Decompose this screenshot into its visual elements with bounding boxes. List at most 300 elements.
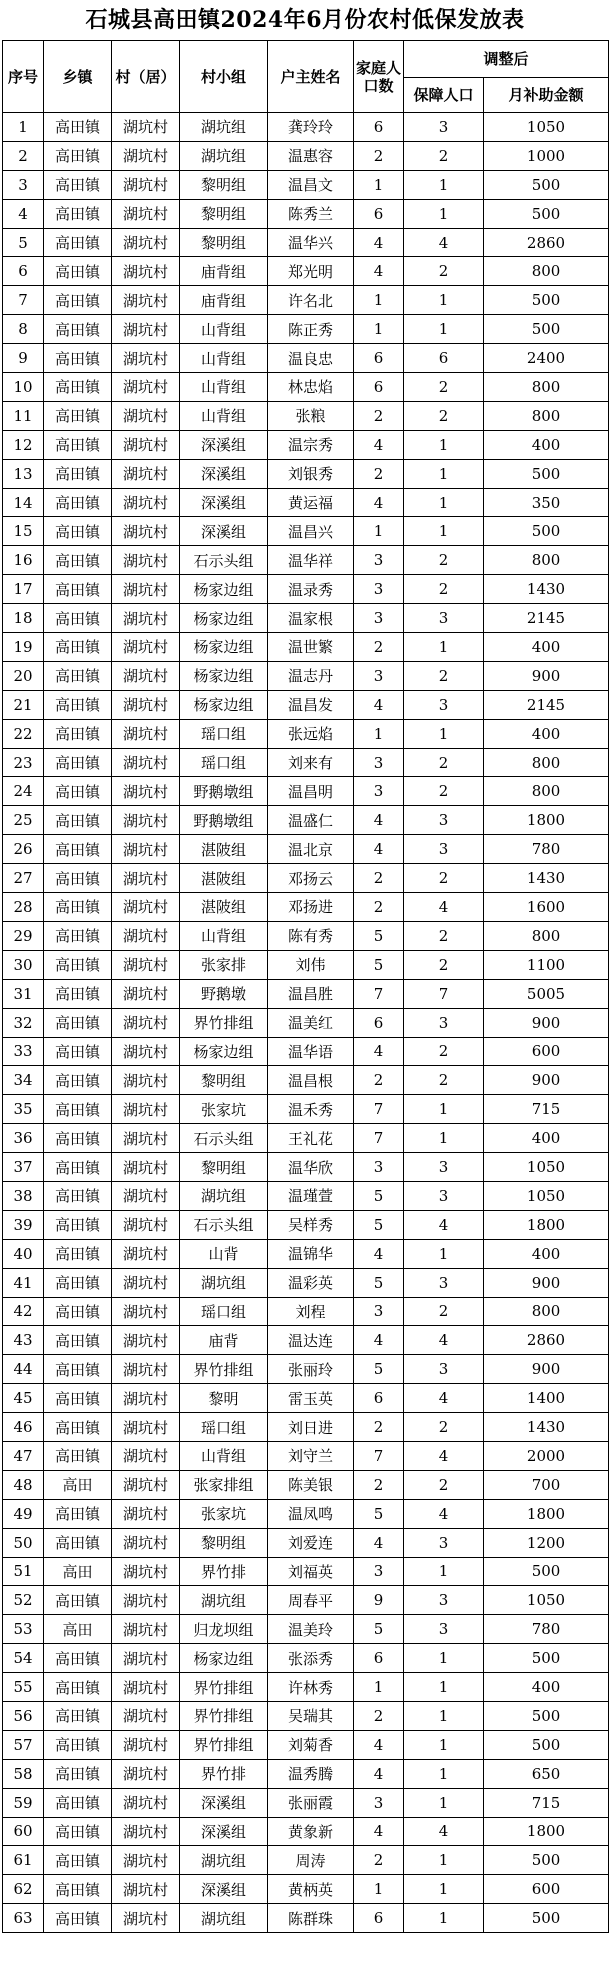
cell-village: 湖坑村 [112, 1326, 180, 1355]
table-row [3, 806, 609, 835]
cell-village: 湖坑村 [112, 315, 180, 344]
cell-town: 高田镇 [44, 257, 112, 286]
cell-seq: 39 [3, 1210, 44, 1239]
cell-guarantee-people: 1 [404, 1730, 484, 1759]
cell-family-size: 4 [354, 1037, 404, 1066]
cell-seq: 28 [3, 893, 44, 922]
cell-seq: 24 [3, 777, 44, 806]
cell-guarantee-people: 1 [404, 1095, 484, 1124]
cell-seq: 40 [3, 1239, 44, 1268]
cell-guarantee-people: 3 [404, 806, 484, 835]
cell-guarantee-people: 1 [404, 459, 484, 488]
cell-seq: 4 [3, 199, 44, 228]
cell-monthly-subsidy: 1050 [484, 113, 609, 142]
cell-seq: 30 [3, 950, 44, 979]
cell-seq: 49 [3, 1499, 44, 1528]
cell-family-size: 9 [354, 1586, 404, 1615]
cell-seq: 38 [3, 1181, 44, 1210]
cell-guarantee-people: 3 [404, 113, 484, 142]
cell-town: 高田镇 [44, 286, 112, 315]
table-row [3, 1788, 609, 1817]
table-row [3, 661, 609, 690]
cell-seq: 25 [3, 806, 44, 835]
cell-seq: 18 [3, 604, 44, 633]
cell-family-size: 4 [354, 690, 404, 719]
cell-town: 高田镇 [44, 719, 112, 748]
cell-family-size: 2 [354, 893, 404, 922]
cell-monthly-subsidy: 715 [484, 1788, 609, 1817]
cell-town: 高田镇 [44, 1384, 112, 1413]
cell-group: 界竹排组 [180, 1008, 268, 1037]
cell-group: 杨家边组 [180, 633, 268, 662]
cell-group: 黎明组 [180, 170, 268, 199]
cell-household-head: 温华祥 [268, 546, 354, 575]
cell-group: 黎明组 [180, 1153, 268, 1182]
table-row [3, 113, 609, 142]
cell-guarantee-people: 2 [404, 546, 484, 575]
cell-town: 高田镇 [44, 1904, 112, 1933]
cell-monthly-subsidy: 780 [484, 1615, 609, 1644]
cell-family-size: 6 [354, 373, 404, 402]
cell-group: 山背组 [180, 401, 268, 430]
cell-monthly-subsidy: 500 [484, 1701, 609, 1730]
cell-monthly-subsidy: 5005 [484, 979, 609, 1008]
cell-group: 张家坑 [180, 1499, 268, 1528]
cell-seq: 37 [3, 1153, 44, 1182]
cell-town: 高田镇 [44, 228, 112, 257]
table-row [3, 1644, 609, 1673]
cell-monthly-subsidy: 650 [484, 1759, 609, 1788]
cell-group: 黎明组 [180, 1066, 268, 1095]
cell-household-head: 温录秀 [268, 575, 354, 604]
cell-group: 山背组 [180, 315, 268, 344]
cell-monthly-subsidy: 800 [484, 748, 609, 777]
cell-town: 高田镇 [44, 1326, 112, 1355]
cell-household-head: 陈群珠 [268, 1904, 354, 1933]
cell-village: 湖坑村 [112, 1066, 180, 1095]
cell-household-head: 刘守兰 [268, 1441, 354, 1470]
cell-household-head: 温达连 [268, 1326, 354, 1355]
table-row [3, 1875, 609, 1904]
table-row [3, 719, 609, 748]
cell-town: 高田镇 [44, 1037, 112, 1066]
cell-family-size: 1 [354, 286, 404, 315]
cell-village: 湖坑村 [112, 893, 180, 922]
cell-household-head: 温美玲 [268, 1615, 354, 1644]
cell-guarantee-people: 2 [404, 864, 484, 893]
cell-village: 湖坑村 [112, 748, 180, 777]
cell-monthly-subsidy: 2400 [484, 344, 609, 373]
cell-household-head: 温华兴 [268, 228, 354, 257]
cell-household-head: 温家根 [268, 604, 354, 633]
cell-group: 黎明组 [180, 199, 268, 228]
cell-town: 高田镇 [44, 488, 112, 517]
cell-family-size: 3 [354, 1557, 404, 1586]
cell-village: 湖坑村 [112, 1008, 180, 1037]
cell-group: 湖坑组 [180, 1846, 268, 1875]
cell-village: 湖坑村 [112, 1239, 180, 1268]
cell-monthly-subsidy: 600 [484, 1875, 609, 1904]
cell-household-head: 温昌文 [268, 170, 354, 199]
cell-village: 湖坑村 [112, 141, 180, 170]
cell-village: 湖坑村 [112, 1268, 180, 1297]
cell-guarantee-people: 2 [404, 1470, 484, 1499]
cell-household-head: 邓扬进 [268, 893, 354, 922]
cell-guarantee-people: 1 [404, 1904, 484, 1933]
cell-monthly-subsidy: 500 [484, 1557, 609, 1586]
table-row [3, 199, 609, 228]
cell-village: 湖坑村 [112, 719, 180, 748]
cell-town: 高田镇 [44, 170, 112, 199]
cell-village: 湖坑村 [112, 199, 180, 228]
cell-group: 庙背 [180, 1326, 268, 1355]
table-header [3, 41, 609, 113]
table-row [3, 1210, 609, 1239]
cell-seq: 16 [3, 546, 44, 575]
cell-group: 山背 [180, 1239, 268, 1268]
cell-family-size: 4 [354, 488, 404, 517]
cell-family-size: 4 [354, 806, 404, 835]
cell-family-size: 7 [354, 1441, 404, 1470]
table-row [3, 604, 609, 633]
cell-monthly-subsidy: 1600 [484, 893, 609, 922]
cell-village: 湖坑村 [112, 661, 180, 690]
cell-family-size: 3 [354, 604, 404, 633]
cell-household-head: 温美红 [268, 1008, 354, 1037]
cell-town: 高田镇 [44, 1239, 112, 1268]
cell-guarantee-people: 4 [404, 1384, 484, 1413]
table-row [3, 1528, 609, 1557]
cell-monthly-subsidy: 1050 [484, 1586, 609, 1615]
cell-seq: 56 [3, 1701, 44, 1730]
cell-guarantee-people: 1 [404, 1701, 484, 1730]
cell-monthly-subsidy: 500 [484, 1730, 609, 1759]
cell-seq: 61 [3, 1846, 44, 1875]
table-row [3, 1615, 609, 1644]
cell-household-head: 温彩英 [268, 1268, 354, 1297]
cell-group: 石示头组 [180, 1210, 268, 1239]
cell-guarantee-people: 2 [404, 141, 484, 170]
cell-group: 庙背组 [180, 257, 268, 286]
cell-group: 深溪组 [180, 517, 268, 546]
cell-monthly-subsidy: 500 [484, 1904, 609, 1933]
cell-town: 高田镇 [44, 633, 112, 662]
cell-seq: 19 [3, 633, 44, 662]
cell-guarantee-people: 1 [404, 1788, 484, 1817]
cell-family-size: 7 [354, 979, 404, 1008]
cell-family-size: 5 [354, 950, 404, 979]
cell-town: 高田 [44, 1615, 112, 1644]
cell-guarantee-people: 1 [404, 286, 484, 315]
cell-family-size: 2 [354, 1701, 404, 1730]
table-row [3, 1326, 609, 1355]
table-row [3, 1759, 609, 1788]
cell-village: 湖坑村 [112, 170, 180, 199]
cell-village: 湖坑村 [112, 1355, 180, 1384]
cell-household-head: 张添秀 [268, 1644, 354, 1673]
cell-household-head: 温世繁 [268, 633, 354, 662]
cell-guarantee-people: 1 [404, 1239, 484, 1268]
cell-town: 高田 [44, 1557, 112, 1586]
table-row [3, 1153, 609, 1182]
cell-family-size: 6 [354, 1384, 404, 1413]
cell-monthly-subsidy: 500 [484, 1644, 609, 1673]
cell-household-head: 刘菊香 [268, 1730, 354, 1759]
cell-family-size: 6 [354, 1904, 404, 1933]
cell-town: 高田镇 [44, 1066, 112, 1095]
cell-monthly-subsidy: 400 [484, 1124, 609, 1153]
cell-seq: 52 [3, 1586, 44, 1615]
cell-guarantee-people: 2 [404, 1066, 484, 1095]
cell-village: 湖坑村 [112, 835, 180, 864]
cell-seq: 63 [3, 1904, 44, 1933]
subsidy-table [2, 40, 609, 1933]
cell-family-size: 6 [354, 344, 404, 373]
cell-town: 高田镇 [44, 1413, 112, 1442]
cell-seq: 2 [3, 141, 44, 170]
cell-group: 湖坑组 [180, 1904, 268, 1933]
cell-seq: 10 [3, 373, 44, 402]
cell-guarantee-people: 4 [404, 893, 484, 922]
table-row [3, 1297, 609, 1326]
cell-group: 深溪组 [180, 430, 268, 459]
cell-monthly-subsidy: 780 [484, 835, 609, 864]
cell-guarantee-people: 2 [404, 373, 484, 402]
cell-guarantee-people: 1 [404, 488, 484, 517]
cell-guarantee-people: 3 [404, 1008, 484, 1037]
cell-family-size: 2 [354, 1413, 404, 1442]
cell-monthly-subsidy: 1400 [484, 1384, 609, 1413]
cell-family-size: 4 [354, 1326, 404, 1355]
header-town: 乡镇 [44, 41, 112, 113]
cell-seq: 14 [3, 488, 44, 517]
cell-household-head: 刘伟 [268, 950, 354, 979]
cell-household-head: 邓扬云 [268, 864, 354, 893]
cell-monthly-subsidy: 350 [484, 488, 609, 517]
cell-group: 张家排 [180, 950, 268, 979]
cell-seq: 8 [3, 315, 44, 344]
cell-family-size: 7 [354, 1124, 404, 1153]
cell-town: 高田镇 [44, 459, 112, 488]
cell-seq: 59 [3, 1788, 44, 1817]
cell-guarantee-people: 3 [404, 1355, 484, 1384]
cell-guarantee-people: 3 [404, 604, 484, 633]
cell-village: 湖坑村 [112, 344, 180, 373]
cell-group: 瑶口组 [180, 748, 268, 777]
cell-monthly-subsidy: 1200 [484, 1528, 609, 1557]
table-row [3, 1355, 609, 1384]
table-row [3, 1181, 609, 1210]
cell-group: 湖坑组 [180, 1268, 268, 1297]
cell-family-size: 4 [354, 1730, 404, 1759]
cell-town: 高田镇 [44, 1730, 112, 1759]
cell-monthly-subsidy: 1050 [484, 1153, 609, 1182]
cell-family-size: 4 [354, 430, 404, 459]
cell-family-size: 3 [354, 777, 404, 806]
cell-monthly-subsidy: 1800 [484, 1817, 609, 1846]
header-adjusted: 调整后 [404, 41, 609, 78]
cell-monthly-subsidy: 800 [484, 921, 609, 950]
cell-town: 高田镇 [44, 1759, 112, 1788]
cell-family-size: 5 [354, 1355, 404, 1384]
cell-group: 山背组 [180, 921, 268, 950]
cell-village: 湖坑村 [112, 1470, 180, 1499]
cell-group: 瑶口组 [180, 1413, 268, 1442]
cell-household-head: 周春平 [268, 1586, 354, 1615]
cell-household-head: 张粮 [268, 401, 354, 430]
table-row [3, 690, 609, 719]
table-row [3, 1413, 609, 1442]
cell-household-head: 温瑾萱 [268, 1181, 354, 1210]
cell-town: 高田镇 [44, 344, 112, 373]
cell-monthly-subsidy: 1430 [484, 1413, 609, 1442]
cell-seq: 1 [3, 113, 44, 142]
cell-town: 高田镇 [44, 113, 112, 142]
cell-household-head: 张丽玲 [268, 1355, 354, 1384]
cell-town: 高田镇 [44, 1441, 112, 1470]
table-row [3, 1095, 609, 1124]
table-row [3, 777, 609, 806]
cell-town: 高田 [44, 1470, 112, 1499]
cell-family-size: 6 [354, 113, 404, 142]
cell-guarantee-people: 2 [404, 1037, 484, 1066]
cell-guarantee-people: 2 [404, 575, 484, 604]
cell-household-head: 刘程 [268, 1297, 354, 1326]
cell-household-head: 许林秀 [268, 1673, 354, 1702]
cell-seq: 15 [3, 517, 44, 546]
header-monthly-subsidy: 月补助金额 [484, 78, 609, 113]
cell-town: 高田镇 [44, 1095, 112, 1124]
cell-town: 高田镇 [44, 1153, 112, 1182]
cell-town: 高田镇 [44, 893, 112, 922]
cell-seq: 62 [3, 1875, 44, 1904]
cell-seq: 7 [3, 286, 44, 315]
cell-guarantee-people: 2 [404, 1297, 484, 1326]
cell-seq: 33 [3, 1037, 44, 1066]
cell-monthly-subsidy: 500 [484, 315, 609, 344]
cell-village: 湖坑村 [112, 1759, 180, 1788]
cell-guarantee-people: 7 [404, 979, 484, 1008]
table-row [3, 835, 609, 864]
cell-village: 湖坑村 [112, 1557, 180, 1586]
cell-seq: 21 [3, 690, 44, 719]
table-row [3, 1673, 609, 1702]
cell-seq: 54 [3, 1644, 44, 1673]
cell-guarantee-people: 4 [404, 1817, 484, 1846]
cell-group: 黎明组 [180, 228, 268, 257]
cell-household-head: 刘日进 [268, 1413, 354, 1442]
cell-group: 湖坑组 [180, 141, 268, 170]
cell-guarantee-people: 1 [404, 199, 484, 228]
cell-monthly-subsidy: 2000 [484, 1441, 609, 1470]
cell-town: 高田镇 [44, 373, 112, 402]
cell-seq: 48 [3, 1470, 44, 1499]
cell-seq: 58 [3, 1759, 44, 1788]
cell-group: 黎明组 [180, 1528, 268, 1557]
cell-seq: 50 [3, 1528, 44, 1557]
table-row [3, 1846, 609, 1875]
cell-village: 湖坑村 [112, 633, 180, 662]
cell-guarantee-people: 2 [404, 401, 484, 430]
cell-household-head: 许名北 [268, 286, 354, 315]
cell-household-head: 林忠焰 [268, 373, 354, 402]
table-row [3, 1239, 609, 1268]
cell-group: 瑶口组 [180, 719, 268, 748]
cell-family-size: 2 [354, 401, 404, 430]
cell-seq: 57 [3, 1730, 44, 1759]
cell-village: 湖坑村 [112, 1586, 180, 1615]
cell-group: 深溪组 [180, 459, 268, 488]
cell-village: 湖坑村 [112, 1875, 180, 1904]
cell-monthly-subsidy: 1430 [484, 864, 609, 893]
table-row [3, 1124, 609, 1153]
cell-monthly-subsidy: 400 [484, 633, 609, 662]
cell-town: 高田镇 [44, 575, 112, 604]
cell-village: 湖坑村 [112, 373, 180, 402]
cell-group: 山背组 [180, 1441, 268, 1470]
cell-village: 湖坑村 [112, 1701, 180, 1730]
cell-family-size: 1 [354, 719, 404, 748]
header-family-size: 家庭人口数 [354, 41, 404, 113]
cell-household-head: 温昌明 [268, 777, 354, 806]
cell-village: 湖坑村 [112, 864, 180, 893]
table-row [3, 864, 609, 893]
cell-village: 湖坑村 [112, 1788, 180, 1817]
cell-village: 湖坑村 [112, 1153, 180, 1182]
cell-household-head: 温秀腾 [268, 1759, 354, 1788]
cell-guarantee-people: 2 [404, 921, 484, 950]
cell-guarantee-people: 1 [404, 1124, 484, 1153]
cell-family-size: 3 [354, 575, 404, 604]
cell-monthly-subsidy: 800 [484, 546, 609, 575]
cell-monthly-subsidy: 1430 [484, 575, 609, 604]
cell-village: 湖坑村 [112, 113, 180, 142]
cell-household-head: 温良忠 [268, 344, 354, 373]
cell-family-size: 4 [354, 1528, 404, 1557]
table-row [3, 430, 609, 459]
cell-guarantee-people: 3 [404, 1268, 484, 1297]
table-row [3, 1037, 609, 1066]
cell-monthly-subsidy: 2145 [484, 690, 609, 719]
cell-seq: 23 [3, 748, 44, 777]
cell-household-head: 王礼花 [268, 1124, 354, 1153]
cell-family-size: 1 [354, 1673, 404, 1702]
cell-household-head: 温惠容 [268, 141, 354, 170]
cell-group: 湛陂组 [180, 864, 268, 893]
cell-village: 湖坑村 [112, 690, 180, 719]
cell-guarantee-people: 3 [404, 1528, 484, 1557]
cell-group: 庙背组 [180, 286, 268, 315]
cell-village: 湖坑村 [112, 1846, 180, 1875]
cell-village: 湖坑村 [112, 228, 180, 257]
cell-family-size: 1 [354, 517, 404, 546]
cell-village: 湖坑村 [112, 1904, 180, 1933]
cell-guarantee-people: 6 [404, 344, 484, 373]
cell-monthly-subsidy: 500 [484, 199, 609, 228]
cell-village: 湖坑村 [112, 1210, 180, 1239]
cell-town: 高田镇 [44, 1181, 112, 1210]
cell-group: 界竹排组 [180, 1673, 268, 1702]
cell-guarantee-people: 2 [404, 950, 484, 979]
cell-guarantee-people: 4 [404, 228, 484, 257]
table-row [3, 950, 609, 979]
cell-town: 高田镇 [44, 921, 112, 950]
cell-household-head: 温禾秀 [268, 1095, 354, 1124]
cell-seq: 60 [3, 1817, 44, 1846]
cell-village: 湖坑村 [112, 257, 180, 286]
table-row [3, 517, 609, 546]
cell-monthly-subsidy: 1800 [484, 1210, 609, 1239]
